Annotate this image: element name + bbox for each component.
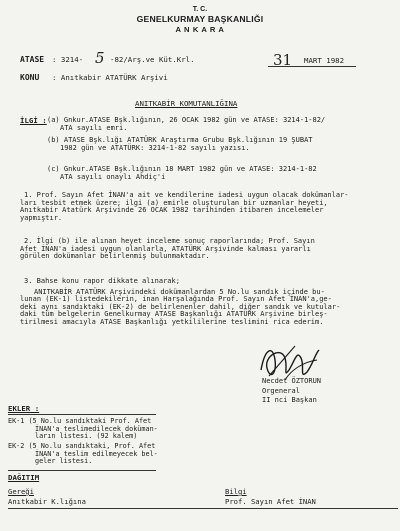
ilgi-b-line-2: 1982 gün ve ATATÜRK: 3214-1-82 sayılı yazısı. [60, 143, 250, 152]
atase-hand-digit: 5 [95, 49, 105, 67]
dagitim-label: DAĞITIM [8, 473, 40, 482]
ilgi-a-line-1: (a) Gnkur.ATASE Bşk.lığının, 26 OCAK 1982 gün ve ATASE: 3214-1-82/ [47, 116, 326, 124]
p3-line-1: 3. Bahse konu rapor dikkate alınarak; [24, 277, 180, 285]
atase-label: ATASE [20, 55, 45, 64]
ekler-bottom-rule [8, 470, 156, 471]
paragraph-1 [20, 192, 349, 222]
p2-line-1: 2. İlgi (b) ile alınan heyet inceleme sonuç raporlarında; Prof. Sayın [24, 237, 315, 245]
date-underline [268, 66, 356, 67]
p3-line-4: deki aynı sandıktaki (EK-2) de belirlenenler dahil, diğer sandık ve kutular- [20, 302, 341, 311]
ek1-line-2: İNAN'a teslimedilecek doküman- [35, 424, 158, 433]
ek-2-item [8, 443, 158, 466]
p3-line-5: daki tüm belgelerin Genelkurmay ATASE Başkanlığı ATATÜRK Arşivine birleş- [20, 310, 328, 319]
ilgi-b-line-1: (b) ATASE Bşk.lığı ATATÜRK Araştırma Grubu Bşk.lığının 19 ŞUBAT [47, 136, 313, 144]
paragraph-3 [20, 278, 340, 327]
p3-line-6: tirilmesi amacıyla ATASE Başkanlığı yetkililerine teslimini rica ederim. [20, 317, 324, 326]
ek-1-item [8, 418, 158, 441]
date-rest: MART 1982 [304, 56, 345, 65]
ilgi-c-line-2: ATA sayılı onaylı Ahdiç'i [60, 172, 166, 181]
date-day: 31 [273, 51, 293, 69]
gereg-label: Gereği [8, 487, 34, 496]
ek2-line-1: EK-2 (5 No.lu sandıktaki, Prof. Afet [8, 442, 156, 450]
ilgi-item-b [47, 137, 313, 152]
p3-line-2: ANITKABİR ATATÜRK Arşivindeki dokümanlardan 5 No.lu sandık içinde bu- [34, 287, 325, 296]
header-org: GENELKURMAY BAŞKANLIĞI [136, 14, 264, 24]
bilgi-value: Prof. Sayın Afet İNAN [225, 497, 316, 506]
ek1-line-1: EK-1 (5 No.lu sandıktaki Prof. Afet [8, 417, 152, 425]
ilgi-c-line-1: (c) Gnkur.ATASE Bşk.lığının 18 MART 1982 gün ve ATASE: 3214-1-82 [47, 165, 317, 173]
konu-value: : Anıtkabir ATATÜRK Arşivi [52, 73, 168, 82]
p1-line-2: ları tesbit etmek üzere; ilgi (a) emirle oluşturulan bir uzmanlar heyeti, [20, 198, 328, 207]
header-city: A N K A R A [175, 25, 225, 34]
footer-rule [8, 508, 398, 509]
p2-line-3: görülen dokümanlar belirlenmiş bulunmaktadır. [20, 252, 210, 261]
p1-line-3: Anıtkabir Atatürk Arşivinde 26 OCAK 1982 tarihinden itibaren incelemeler [20, 206, 324, 215]
signature-block [262, 378, 321, 405]
gereg-value: Anıtkabir K.lığına [8, 497, 86, 506]
signer-title: II nci Başkan [262, 396, 317, 405]
ekler-label: EKLER : [8, 404, 40, 413]
ek2-line-3: geler listesi. [35, 457, 93, 466]
addressee: ANITKABİR KOMUTANLIĞINA [135, 99, 238, 108]
ek2-line-2: İNAN'a teslim edilmeyecek bel- [35, 449, 158, 458]
signer-name: Necdet ÖZTORUN [262, 377, 322, 385]
p1-line-4: yapmıştır. [20, 213, 63, 222]
konu-label: KONU [20, 73, 40, 82]
atase-value: : 3214- [52, 55, 84, 64]
p2-line-2: Afet İNAN'a iadesi uygun olanlarla, ATATÜRK Arşivinde kalması yararlı [20, 244, 311, 253]
p1-line-1: 1. Prof. Sayın Afet İNAN'a ait ve kendilerine iadesi uygun olacak dokümanlar- [24, 191, 349, 199]
ilgi-item-a [47, 117, 325, 132]
header-tc: T. C. [192, 6, 208, 13]
ilgi-a-line-2: ATA sayılı emri. [60, 123, 128, 132]
bilgi-label: Bilgi [225, 487, 247, 496]
ilgi-item-c [47, 166, 317, 181]
paragraph-2 [20, 238, 315, 261]
signer-rank: Orgeneral [262, 386, 300, 395]
p3-line-3: lunan (EK-1) listedekilerin, inan Harşalağında Prof. Sayın Afet İNAN'a,ge- [20, 295, 332, 304]
atase-suffix: -82/Arş.ve Küt.Krl. [110, 55, 195, 64]
ek1-line-3: ların listesi. (92 kalem) [35, 432, 138, 441]
ekler-rule [8, 414, 156, 415]
ilgi-label: İLGİ : [20, 116, 47, 125]
